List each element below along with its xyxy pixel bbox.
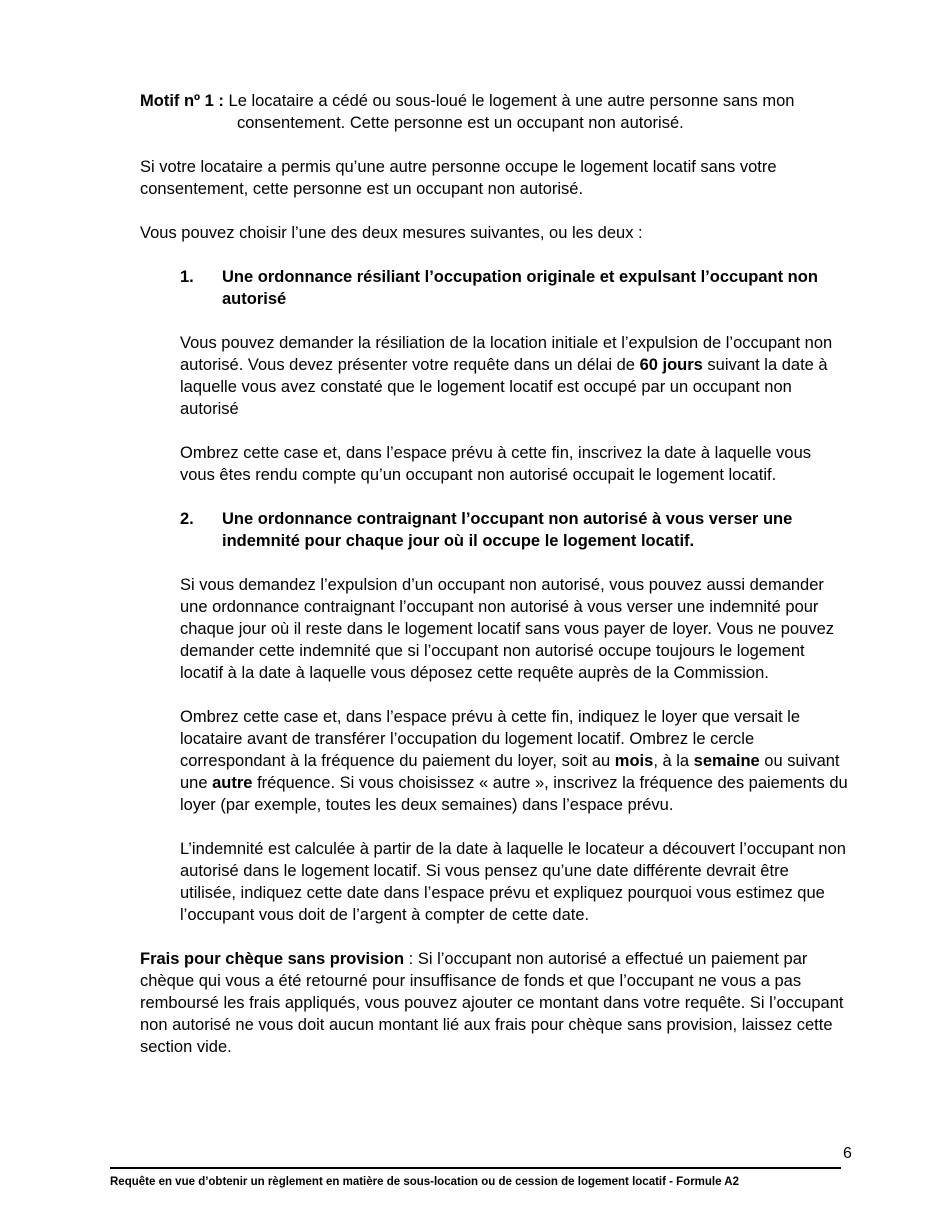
page-number: 6 bbox=[843, 1145, 852, 1162]
text-run: Vous pouvez choisir l’une des deux mesures suivantes, ou les deux : bbox=[140, 224, 643, 242]
text-run: Ombrez cette case et, dans l’espace prévu à cette fin, inscrivez la date à laquelle vous vous êtes rendu compte qu’un occupant non autorisé occupait le logement locatif. bbox=[180, 444, 812, 484]
paragraph bbox=[180, 574, 848, 684]
paragraph bbox=[140, 156, 848, 200]
footer-rule bbox=[110, 1167, 841, 1169]
item-number: 2. bbox=[180, 510, 194, 528]
bold-text-run: 60 jours bbox=[639, 356, 703, 374]
text-run: Si vous demandez l’expulsion d’un occupant non autorisé, vous pouvez aussi demander une ordonnance contraignant l’occupant non autorisé à vous verser une indemnité pour chaque jour où il reste dans le logement locatif sans vous payer de loyer. Vous ne pouvez demander cette indemnité que si l’occupant non autorisé occupe toujours le logement locatif à la date à laquelle vous déposez cette requête auprès de la Commission. bbox=[180, 576, 834, 682]
bold-text-run: Frais pour chèque sans provision bbox=[140, 950, 405, 968]
item-heading-text bbox=[222, 508, 848, 552]
text-run: fréquence. Si vous choisissez « autre », inscrivez la fréquence des paiements du loyer (par exemple, toutes les deux semaines) dans l’espace prévu. bbox=[180, 774, 848, 814]
text-run: Si votre locataire a permis qu’une autre personne occupe le logement locatif sans votre consentement, cette personne est un occupant non autorisé. bbox=[140, 158, 777, 198]
text-run: Ombrez cette case et, dans l’espace prévu à cette fin, indiquez le loyer que versait le locataire avant de transférer l’occupation du logement locatif. Ombrez le cercle correspondant à la fréquence du paiement du loyer, soit au bbox=[180, 708, 800, 770]
numbered-item-heading bbox=[180, 508, 848, 552]
text-run: , à la bbox=[653, 752, 694, 770]
bold-text-run: autre bbox=[212, 774, 253, 792]
paragraph bbox=[140, 90, 848, 134]
text-run: Vous pouvez demander la résiliation de la location initiale et l’expulsion de l’occupant non autorisé. Vous devez présenter votre requête dans un délai de bbox=[180, 334, 833, 374]
bold-text-run: semaine bbox=[693, 752, 760, 770]
paragraph bbox=[180, 332, 848, 420]
bold-text-run: Une ordonnance contraignant l’occupant non autorisé à vous verser une indemnité pour chaque jour où il occupe le logement locatif. bbox=[222, 510, 793, 550]
paragraph bbox=[180, 838, 848, 926]
text-run: ou suivant une bbox=[180, 752, 840, 792]
item-number: 1. bbox=[180, 268, 194, 286]
text-run: L’indemnité est calculée à partir de la date à laquelle le locateur a découvert l’occupant non autorisé dans le logement locatif. Si vous pensez qu’une date différente devrait être utilisée, indiquez cette date dans l’espace prévu et expliquez pourquoi vous estimez que l’occupant vous doit de l’argent à compter de cette date. bbox=[180, 840, 846, 924]
bold-text-run: Une ordonnance résiliant l’occupation originale et expulsant l’occupant non autorisé bbox=[222, 268, 818, 308]
text-run: : Si l’occupant non autorisé a effectué un paiement par chèque qui vous a été retourné pour insuffisance de fonds et que l’occupant ne vous a pas remboursé les frais appliqués, vous pouvez ajouter ce montant dans votre requête. Si l’occupant non autorisé ne vous doit aucun montant lié aux frais pour chèque sans provision, laissez cette section vide. bbox=[140, 950, 844, 1056]
document-body bbox=[140, 90, 848, 1080]
paragraph bbox=[140, 948, 848, 1058]
paragraph bbox=[140, 222, 848, 244]
text-run: Le locataire a cédé ou sous-loué le logement à une autre personne sans mon consentement. Cette personne est un occupant non autorisé. bbox=[228, 92, 795, 132]
paragraph bbox=[180, 442, 848, 486]
bold-text-run: mois bbox=[614, 752, 654, 770]
item-heading-text bbox=[222, 266, 848, 310]
paragraph bbox=[180, 706, 848, 816]
bold-text-run: Motif nº 1 : bbox=[140, 92, 229, 110]
text-run: suivant la date à laquelle vous avez constaté que le logement locatif est occupé par un occupant non autorisé bbox=[180, 356, 828, 418]
numbered-item-heading bbox=[180, 266, 848, 310]
footer-text: Requête en vue d’obtenir un règlement en matière de sous-location ou de cession de logement locatif - Formule A2 bbox=[110, 1176, 739, 1188]
